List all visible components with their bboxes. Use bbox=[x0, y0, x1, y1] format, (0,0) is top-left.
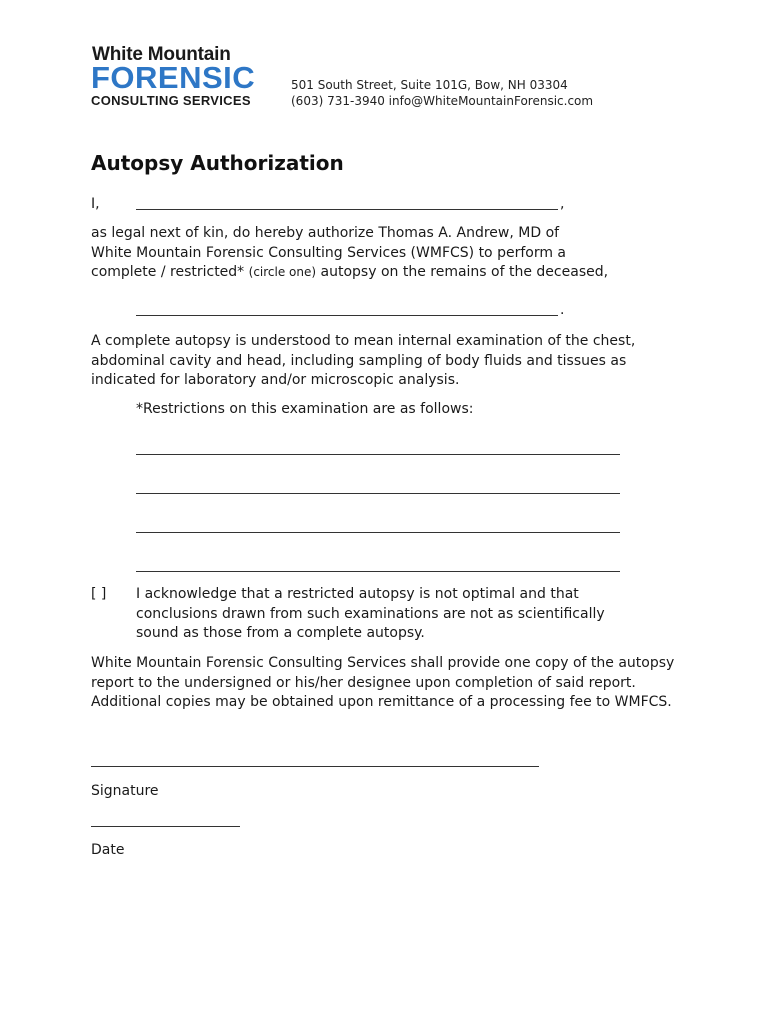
comma: , bbox=[560, 196, 565, 212]
acknowledge-checkbox[interactable]: [ ] bbox=[91, 586, 107, 602]
deceased-name-field[interactable] bbox=[136, 315, 558, 316]
circle-one-note: (circle one) bbox=[248, 265, 317, 279]
para2-line1: A complete autopsy is understood to mean internal examination of the chest, bbox=[91, 333, 636, 349]
restriction-line-4[interactable] bbox=[136, 571, 620, 572]
para2-line2: abdominal cavity and head, including sampling of body fluids and tissues as bbox=[91, 353, 627, 369]
ack-line3: sound as those from a complete autopsy. bbox=[136, 625, 425, 641]
address-contact: (603) 731-3940 info@WhiteMountainForensic.com bbox=[291, 94, 594, 108]
signature-label: Signature bbox=[91, 783, 159, 799]
logo-text-forensic: FORENSIC bbox=[91, 60, 256, 95]
para1-line2: White Mountain Forensic Consulting Services (WMFCS) to perform a bbox=[91, 245, 567, 261]
date-label: Date bbox=[91, 842, 125, 858]
para3-line1: White Mountain Forensic Consulting Services shall provide one copy of the autopsy bbox=[91, 655, 675, 671]
complete-restricted-option[interactable]: complete / restricted* bbox=[91, 264, 245, 280]
form-title: Autopsy Authorization bbox=[91, 151, 344, 175]
para3-line3: Additional copies may be obtained upon remittance of a processing fee to WMFCS. bbox=[91, 694, 672, 710]
ack-line1: I acknowledge that a restricted autopsy is not optimal and that bbox=[136, 586, 579, 602]
next-of-kin-name-field[interactable] bbox=[136, 209, 558, 210]
logo-text-consulting-services: CONSULTING SERVICES bbox=[91, 93, 251, 108]
signature-field[interactable] bbox=[91, 766, 539, 767]
ack-line2: conclusions drawn from such examinations are not as scientifically bbox=[136, 606, 605, 622]
restrictions-label: *Restrictions on this examination are as follows: bbox=[136, 401, 474, 417]
date-field[interactable] bbox=[91, 826, 240, 827]
restriction-line-2[interactable] bbox=[136, 493, 620, 494]
para1-line3-end: autopsy on the remains of the deceased, bbox=[320, 264, 609, 280]
i-label: I, bbox=[91, 196, 100, 212]
para1-line1: as legal next of kin, do hereby authorize Thomas A. Andrew, MD of bbox=[91, 225, 560, 241]
period: . bbox=[560, 302, 565, 318]
logo-text-white-mountain: White Mountain bbox=[92, 44, 231, 65]
para3-line2: report to the undersigned or his/her designee upon completion of said report. bbox=[91, 675, 636, 691]
restriction-line-3[interactable] bbox=[136, 532, 620, 533]
address-street: 501 South Street, Suite 101G, Bow, NH 03304 bbox=[291, 78, 568, 92]
para2-line3: indicated for laboratory and/or microscopic analysis. bbox=[91, 372, 460, 388]
restriction-line-1[interactable] bbox=[136, 454, 620, 455]
para1-line3 bbox=[91, 264, 608, 280]
